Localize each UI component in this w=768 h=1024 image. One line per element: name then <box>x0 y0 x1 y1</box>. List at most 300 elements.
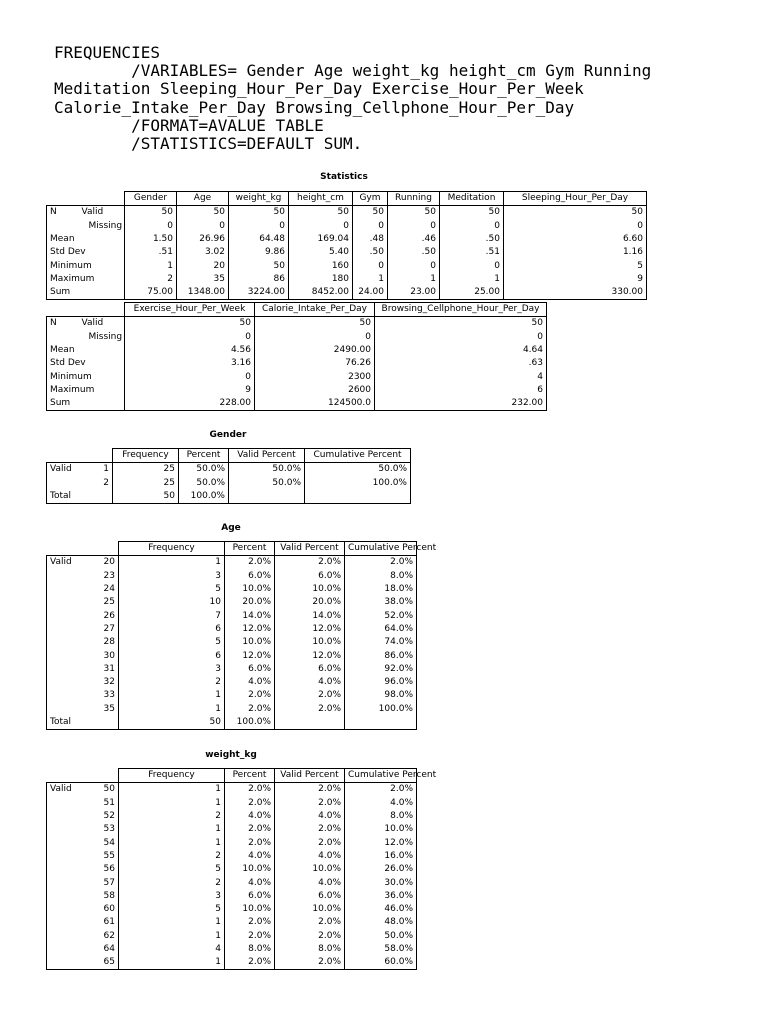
freq-cell: 50.0% <box>229 477 305 490</box>
gender-title: Gender <box>209 430 247 440</box>
valid-label: Valid <box>47 556 87 570</box>
category-value: 61 <box>87 916 119 929</box>
syntax-block <box>54 44 651 153</box>
valid-label <box>47 863 87 876</box>
freq-cell: 26.0% <box>345 863 417 876</box>
category-value: 65 <box>87 956 119 970</box>
freq-cell: 10.0% <box>275 583 345 596</box>
freq-cell: 6.0% <box>225 663 275 676</box>
stat-value: .50 <box>388 246 440 259</box>
freq-cell: 6.0% <box>225 570 275 583</box>
freq-cell: 50.0% <box>229 463 305 477</box>
stat-value: 75.00 <box>125 286 177 300</box>
valid-label <box>47 477 87 490</box>
valid-label <box>47 623 87 636</box>
category-value: 24 <box>87 583 119 596</box>
freq-cell: 2.0% <box>345 556 417 570</box>
stat-value: 5 <box>504 259 647 272</box>
valid-label <box>47 676 87 689</box>
freq-cell: 6.0% <box>275 570 345 583</box>
freq-cell: 1 <box>119 956 225 970</box>
freq-cell: 2.0% <box>345 783 417 797</box>
category-value: 54 <box>87 836 119 849</box>
valid-label <box>47 850 87 863</box>
freq-cell: 10.0% <box>275 863 345 876</box>
freq-cell: 2.0% <box>275 783 345 797</box>
stat-value: 4.64 <box>375 344 547 357</box>
header-blank <box>47 769 119 783</box>
freq-column-header: Valid Percent <box>229 449 305 463</box>
valid-label <box>47 583 87 596</box>
freq-cell: 48.0% <box>345 916 417 929</box>
stat-value: 3224.00 <box>229 286 289 300</box>
total-frequency: 50 <box>113 490 179 504</box>
stat-row-label: Mean <box>47 344 79 357</box>
stat-value: 50 <box>440 206 504 220</box>
stat-value: .48 <box>353 233 388 246</box>
freq-cell: 100.0% <box>345 703 417 716</box>
valid-label <box>47 596 87 609</box>
freq-cell: 4.0% <box>225 810 275 823</box>
freq-cell: 2.0% <box>275 797 345 810</box>
syntax-line: Calorie_Intake_Per_Day Browsing_Cellphone_Hour_Per_Day <box>54 97 575 117</box>
stat-value: 0 <box>289 220 353 233</box>
valid-label <box>47 636 87 649</box>
freq-cell: 12.0% <box>275 649 345 662</box>
category-value: 64 <box>87 943 119 956</box>
freq-cell: 2.0% <box>225 956 275 970</box>
stat-row-sublabel: Missing <box>79 220 125 233</box>
stat-value: 1 <box>125 259 177 272</box>
stat-value: .50 <box>353 246 388 259</box>
freq-column-header: Percent <box>225 769 275 783</box>
freq-cell: 98.0% <box>345 689 417 702</box>
stat-row-sublabel <box>79 344 125 357</box>
freq-column-header: Frequency <box>119 769 225 783</box>
category-value: 58 <box>87 890 119 903</box>
freq-cell: 6.0% <box>275 890 345 903</box>
freq-cell: 4.0% <box>275 676 345 689</box>
weight-frequency-table <box>46 768 437 970</box>
stat-value: 2 <box>125 273 177 286</box>
freq-cell: 10.0% <box>225 903 275 916</box>
freq-cell: 2.0% <box>275 916 345 929</box>
freq-cell: 7 <box>119 609 225 622</box>
stat-value: 180 <box>289 273 353 286</box>
freq-cell: 12.0% <box>345 836 417 849</box>
valid-label <box>47 836 87 849</box>
stat-value: 1.50 <box>125 233 177 246</box>
stat-value: 9 <box>125 384 255 397</box>
freq-cell: 2.0% <box>275 823 345 836</box>
stat-value: 1348.00 <box>177 286 229 300</box>
stat-value: 4.56 <box>125 344 255 357</box>
stat-value: 124500.0 <box>255 397 375 411</box>
stat-value: .50 <box>440 233 504 246</box>
freq-cell: 2.0% <box>275 930 345 943</box>
category-value: 53 <box>87 823 119 836</box>
category-value: 52 <box>87 810 119 823</box>
freq-cell: 3 <box>119 663 225 676</box>
freq-cell: 96.0% <box>345 676 417 689</box>
stat-value: 50 <box>504 206 647 220</box>
stat-row-label: Std Dev <box>47 357 79 370</box>
freq-cell: 10.0% <box>275 636 345 649</box>
stat-value: .51 <box>440 246 504 259</box>
stat-row-label: Sum <box>47 397 79 411</box>
valid-label <box>47 916 87 929</box>
stat-value: 24.00 <box>353 286 388 300</box>
freq-cell: 86.0% <box>345 649 417 662</box>
stat-value: 3.16 <box>125 357 255 370</box>
valid-label <box>47 570 87 583</box>
stat-row-sublabel <box>79 286 125 300</box>
empty-cell <box>275 716 345 730</box>
freq-cell: 20.0% <box>275 596 345 609</box>
freq-cell: 8.0% <box>345 570 417 583</box>
freq-column-header: Percent <box>225 542 275 556</box>
category-value: 26 <box>87 609 119 622</box>
stat-row-label: N <box>47 317 79 331</box>
category-value: 57 <box>87 876 119 889</box>
freq-cell: 2.0% <box>225 930 275 943</box>
freq-cell: 4.0% <box>275 876 345 889</box>
stat-row-label: Minimum <box>47 259 79 272</box>
stat-value: 50 <box>375 317 547 331</box>
freq-cell: 58.0% <box>345 943 417 956</box>
stat-value: 35 <box>177 273 229 286</box>
stat-value: 0 <box>125 370 255 383</box>
stat-value: 3.02 <box>177 246 229 259</box>
stat-row-label: Maximum <box>47 273 79 286</box>
stat-column-header: Gym <box>353 192 388 206</box>
stat-column-header: Meditation <box>440 192 504 206</box>
stat-column-header: Calorie_Intake_Per_Day <box>255 303 375 317</box>
stat-column-header: Exercise_Hour_Per_Week <box>125 303 255 317</box>
freq-cell: 6.0% <box>275 663 345 676</box>
valid-label <box>47 609 87 622</box>
freq-column-header: Frequency <box>119 542 225 556</box>
category-value: 31 <box>87 663 119 676</box>
stat-value: 0 <box>353 259 388 272</box>
stat-value: 50 <box>353 206 388 220</box>
stat-row-sublabel <box>79 233 125 246</box>
weight-title: weight_kg <box>205 750 257 760</box>
stat-column-header: Sleeping_Hour_Per_Day <box>504 192 647 206</box>
stat-row-label: N <box>47 206 79 220</box>
stat-value: 1.16 <box>504 246 647 259</box>
freq-cell: 4.0% <box>275 850 345 863</box>
freq-cell: 25 <box>113 477 179 490</box>
stat-value: .51 <box>125 246 177 259</box>
freq-cell: 10.0% <box>345 823 417 836</box>
stat-value: .46 <box>388 233 440 246</box>
freq-cell: 50.0% <box>345 930 417 943</box>
freq-cell: 1 <box>119 916 225 929</box>
freq-cell: 16.0% <box>345 850 417 863</box>
stat-value: 50 <box>229 206 289 220</box>
freq-cell: 10 <box>119 596 225 609</box>
stat-value: 330.00 <box>504 286 647 300</box>
stat-value: 50 <box>229 259 289 272</box>
category-value: 32 <box>87 676 119 689</box>
stat-value: 160 <box>289 259 353 272</box>
freq-cell: 12.0% <box>275 623 345 636</box>
syntax-line: FREQUENCIES <box>54 43 160 62</box>
freq-cell: 12.0% <box>225 623 275 636</box>
freq-cell: 10.0% <box>225 863 275 876</box>
freq-cell: 5 <box>119 583 225 596</box>
freq-cell: 5 <box>119 636 225 649</box>
freq-cell: 2 <box>119 810 225 823</box>
freq-cell: 8.0% <box>345 810 417 823</box>
stat-value: 25.00 <box>440 286 504 300</box>
freq-cell: 1 <box>119 689 225 702</box>
valid-label <box>47 890 87 903</box>
freq-cell: 1 <box>119 556 225 570</box>
freq-cell: 46.0% <box>345 903 417 916</box>
freq-cell: 2.0% <box>275 956 345 970</box>
category-value: 25 <box>87 596 119 609</box>
category-value: 35 <box>87 703 119 716</box>
stat-value: 0 <box>504 220 647 233</box>
empty-cell <box>305 490 411 504</box>
stat-row-label: Sum <box>47 286 79 300</box>
gender-frequency-table <box>46 448 411 504</box>
freq-cell: 2.0% <box>225 783 275 797</box>
freq-cell: 38.0% <box>345 596 417 609</box>
syntax-line: Meditation Sleeping_Hour_Per_Day Exercise_Hour_Per_Week <box>54 79 584 99</box>
stat-value: 86 <box>229 273 289 286</box>
freq-cell: 6 <box>119 623 225 636</box>
stat-value: 26.96 <box>177 233 229 246</box>
stat-value: 76.26 <box>255 357 375 370</box>
freq-cell: 2.0% <box>225 797 275 810</box>
freq-cell: 50.0% <box>179 477 229 490</box>
stat-value: 0 <box>255 331 375 344</box>
category-value: 55 <box>87 850 119 863</box>
total-percent: 100.0% <box>179 490 229 504</box>
freq-cell: 2.0% <box>225 556 275 570</box>
stat-value: 5.40 <box>289 246 353 259</box>
stat-row-sublabel: Valid <box>79 206 125 220</box>
stat-value: 2300 <box>255 370 375 383</box>
header-blank <box>47 542 119 556</box>
freq-cell: 60.0% <box>345 956 417 970</box>
stat-value: 0 <box>388 259 440 272</box>
stat-value: 6.60 <box>504 233 647 246</box>
freq-cell: 25 <box>113 463 179 477</box>
freq-cell: 2.0% <box>275 703 345 716</box>
header-blank <box>47 192 125 206</box>
stat-column-header: weight_kg <box>229 192 289 206</box>
freq-cell: 4.0% <box>225 876 275 889</box>
syntax-line: /VARIABLES= Gender Age weight_kg height_cm Gym Running <box>54 61 652 81</box>
stat-value: 228.00 <box>125 397 255 411</box>
stat-value: 50 <box>289 206 353 220</box>
valid-label <box>47 810 87 823</box>
freq-cell: 2.0% <box>275 689 345 702</box>
stat-value: 50 <box>177 206 229 220</box>
syntax-line: /FORMAT=AVALUE TABLE <box>54 115 324 135</box>
freq-cell: 2 <box>119 850 225 863</box>
stat-row-sublabel <box>79 397 125 411</box>
stat-value: 8452.00 <box>289 286 353 300</box>
stat-value: 4 <box>375 370 547 383</box>
valid-label <box>47 943 87 956</box>
statistics-table-2 <box>46 302 547 411</box>
category-value: 51 <box>87 797 119 810</box>
stat-row-label: Mean <box>47 233 79 246</box>
freq-cell: 1 <box>119 797 225 810</box>
stat-value: 20 <box>177 259 229 272</box>
valid-label: Valid <box>47 783 87 797</box>
stat-value: 50 <box>255 317 375 331</box>
stat-value: 0 <box>388 220 440 233</box>
stat-value: 6 <box>375 384 547 397</box>
category-value: 27 <box>87 623 119 636</box>
freq-cell: 6 <box>119 649 225 662</box>
statistics-table-1 <box>46 191 647 300</box>
stat-value: .63 <box>375 357 547 370</box>
stat-column-header: Gender <box>125 192 177 206</box>
freq-column-header: Cumulative Percent <box>345 542 417 556</box>
category-value: 20 <box>87 556 119 570</box>
freq-cell: 1 <box>119 703 225 716</box>
statistics-title: Statistics <box>320 172 368 182</box>
freq-column-header: Valid Percent <box>275 769 345 783</box>
freq-cell: 4 <box>119 943 225 956</box>
syntax-line: /STATISTICS=DEFAULT SUM. <box>54 134 363 154</box>
freq-cell: 2.0% <box>225 703 275 716</box>
stat-value: 1 <box>388 273 440 286</box>
stat-value: 0 <box>375 331 547 344</box>
freq-cell: 18.0% <box>345 583 417 596</box>
stat-value: 2600 <box>255 384 375 397</box>
valid-label <box>47 930 87 943</box>
freq-cell: 30.0% <box>345 876 417 889</box>
empty-cell <box>345 716 417 730</box>
valid-label <box>47 703 87 716</box>
stat-value: 50 <box>125 206 177 220</box>
stat-value: 23.00 <box>388 286 440 300</box>
stat-value: 0 <box>177 220 229 233</box>
stat-row-label <box>47 220 79 233</box>
stat-column-header: Age <box>177 192 229 206</box>
freq-cell: 2.0% <box>225 916 275 929</box>
category-value: 23 <box>87 570 119 583</box>
freq-cell: 50.0% <box>305 463 411 477</box>
category-value: 62 <box>87 930 119 943</box>
category-value: 33 <box>87 689 119 702</box>
freq-cell: 8.0% <box>275 943 345 956</box>
freq-cell: 4.0% <box>275 810 345 823</box>
freq-cell: 20.0% <box>225 596 275 609</box>
freq-cell: 50.0% <box>179 463 229 477</box>
stat-row-label <box>47 331 79 344</box>
total-label: Total <box>47 716 119 730</box>
freq-cell: 1 <box>119 823 225 836</box>
freq-cell: 2.0% <box>225 823 275 836</box>
stat-row-label: Std Dev <box>47 246 79 259</box>
stat-value: 2490.00 <box>255 344 375 357</box>
freq-cell: 2.0% <box>225 689 275 702</box>
freq-cell: 92.0% <box>345 663 417 676</box>
valid-label <box>47 956 87 970</box>
freq-column-header: Percent <box>179 449 229 463</box>
freq-cell: 1 <box>119 930 225 943</box>
stat-value: 0 <box>440 259 504 272</box>
category-value: 50 <box>87 783 119 797</box>
freq-cell: 10.0% <box>275 903 345 916</box>
freq-cell: 2.0% <box>225 836 275 849</box>
freq-cell: 100.0% <box>305 477 411 490</box>
valid-label <box>47 823 87 836</box>
stat-value: 0 <box>229 220 289 233</box>
freq-cell: 36.0% <box>345 890 417 903</box>
category-value: 2 <box>87 477 113 490</box>
freq-cell: 2 <box>119 676 225 689</box>
freq-cell: 10.0% <box>225 583 275 596</box>
freq-cell: 14.0% <box>275 609 345 622</box>
freq-cell: 1 <box>119 836 225 849</box>
total-percent: 100.0% <box>225 716 275 730</box>
total-label: Total <box>47 490 113 504</box>
valid-label: Valid <box>47 463 87 477</box>
stat-value: 50 <box>388 206 440 220</box>
stat-value: 50 <box>125 317 255 331</box>
category-value: 1 <box>87 463 113 477</box>
freq-cell: 74.0% <box>345 636 417 649</box>
freq-column-header: Cumulative Percent <box>345 769 417 783</box>
age-frequency-table <box>46 541 437 730</box>
category-value: 56 <box>87 863 119 876</box>
stat-row-label: Maximum <box>47 384 79 397</box>
freq-cell: 2 <box>119 876 225 889</box>
stat-column-header: Running <box>388 192 440 206</box>
freq-cell: 3 <box>119 890 225 903</box>
header-blank <box>47 449 113 463</box>
freq-cell: 64.0% <box>345 623 417 636</box>
stat-row-sublabel: Missing <box>79 331 125 344</box>
stat-value: 0 <box>440 220 504 233</box>
freq-cell: 14.0% <box>225 609 275 622</box>
freq-column-header: Valid Percent <box>275 542 345 556</box>
freq-cell: 4.0% <box>345 797 417 810</box>
age-title: Age <box>221 523 241 533</box>
stat-column-header: height_cm <box>289 192 353 206</box>
freq-cell: 10.0% <box>225 636 275 649</box>
freq-cell: 52.0% <box>345 609 417 622</box>
valid-label <box>47 903 87 916</box>
freq-cell: 1 <box>119 783 225 797</box>
category-value: 28 <box>87 636 119 649</box>
valid-label <box>47 797 87 810</box>
total-frequency: 50 <box>119 716 225 730</box>
stat-row-sublabel: Valid <box>79 317 125 331</box>
freq-cell: 2.0% <box>275 556 345 570</box>
freq-column-header: Frequency <box>113 449 179 463</box>
stat-value: 0 <box>353 220 388 233</box>
freq-cell: 5 <box>119 903 225 916</box>
freq-column-header: Cumulative Percent <box>305 449 411 463</box>
valid-label <box>47 663 87 676</box>
freq-cell: 4.0% <box>225 676 275 689</box>
freq-cell: 5 <box>119 863 225 876</box>
freq-cell: 4.0% <box>225 850 275 863</box>
valid-label <box>47 649 87 662</box>
stat-value: 64.48 <box>229 233 289 246</box>
